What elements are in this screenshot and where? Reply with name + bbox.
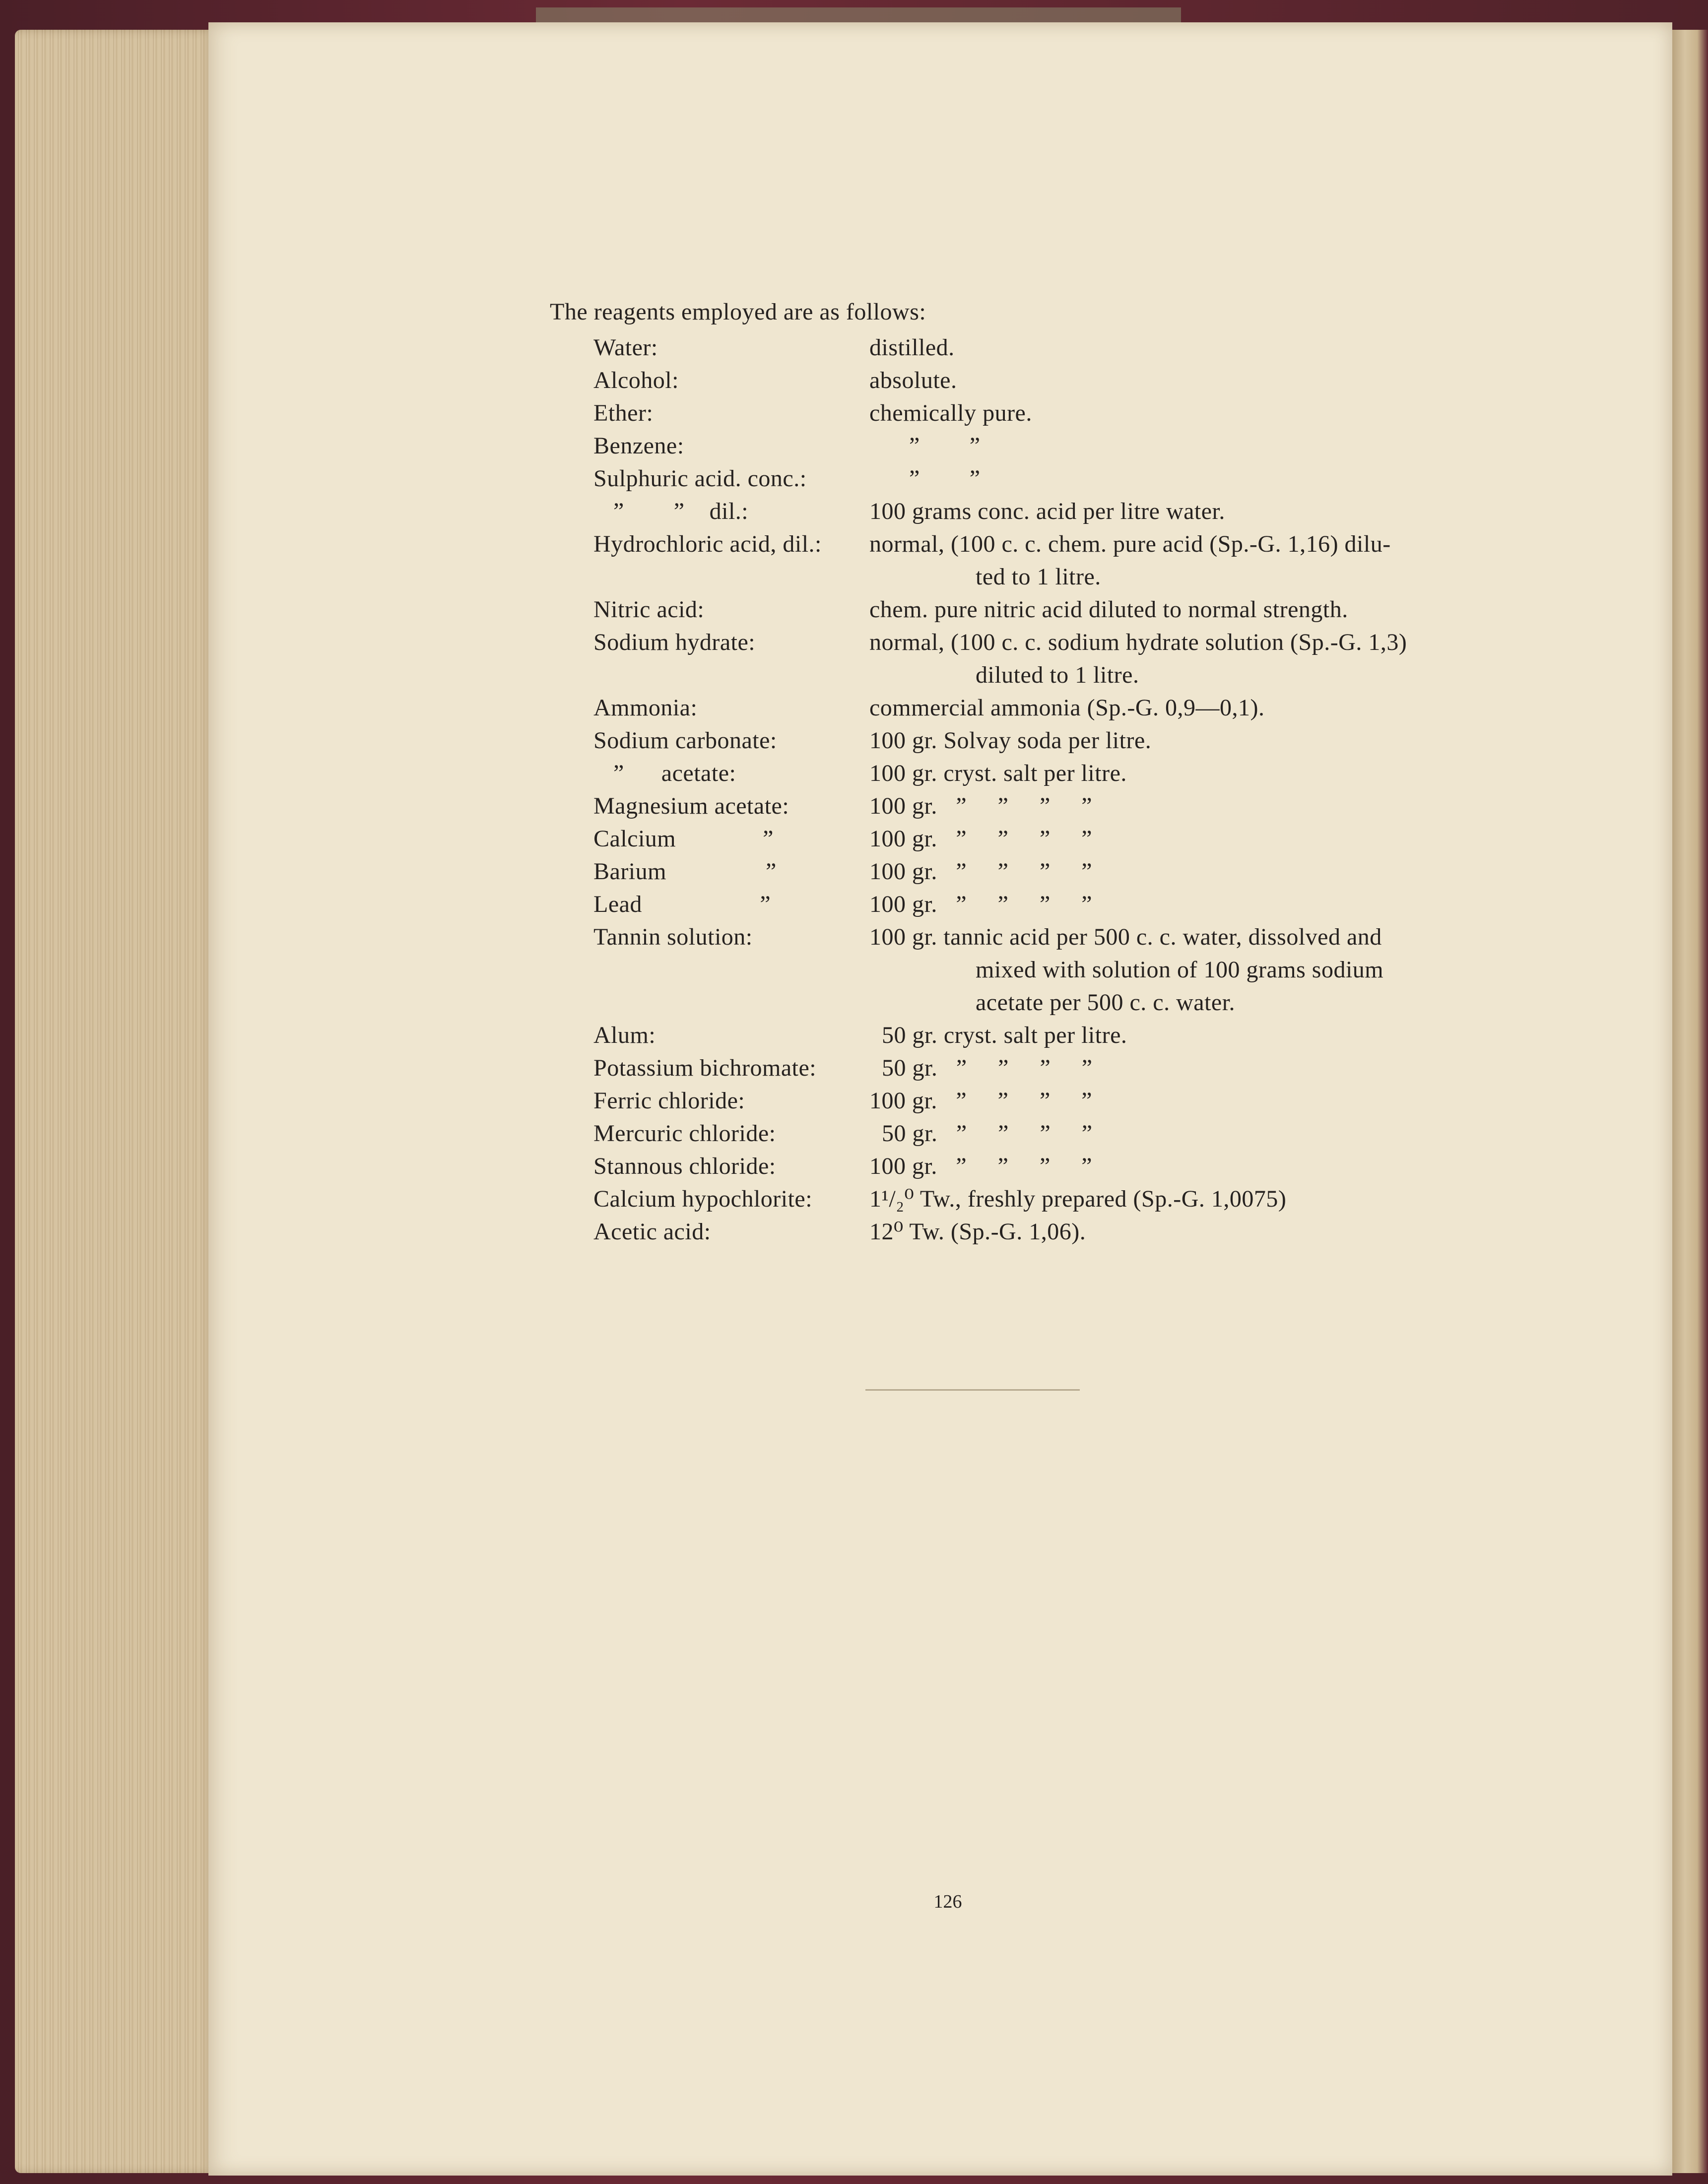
reagent-row bbox=[593, 757, 1502, 790]
reagent-value: commercial ammonia (Sp.-G. 0,9—0,1). bbox=[869, 695, 1265, 721]
reagent-label: ” ” dil.: bbox=[613, 498, 749, 524]
intro-text: The reagents employed are as follows: bbox=[550, 299, 926, 325]
reagent-row bbox=[593, 1085, 1502, 1117]
reagent-label: Water: bbox=[593, 334, 658, 361]
reagent-value: 100 gr. ” ” ” ” bbox=[869, 826, 1093, 852]
reagent-row bbox=[593, 495, 1502, 528]
reagent-value: 100 gr. ” ” ” ” bbox=[869, 793, 1093, 819]
reagent-value: 1¹/₂⁰ Tw., freshly prepared (Sp.-G. 1,0075) bbox=[869, 1186, 1287, 1212]
reagent-value-block bbox=[869, 528, 1502, 593]
reagent-label: Sulphuric acid. conc.: bbox=[593, 465, 807, 492]
reagent-value: 100 gr. cryst. salt per litre. bbox=[869, 760, 1127, 786]
reagent-value: 50 gr. ” ” ” ” bbox=[869, 1120, 1093, 1147]
reagent-row bbox=[593, 397, 1502, 430]
reagent-value: normal, (100 c. c. sodium hydrate solution (Sp.-G. 1,3) bbox=[869, 629, 1407, 655]
reagent-label: Sodium carbonate: bbox=[593, 727, 777, 754]
reagent-row bbox=[593, 1117, 1502, 1150]
reagent-row bbox=[593, 790, 1502, 823]
reagent-value-block bbox=[869, 921, 1502, 1019]
page-stack-edge bbox=[15, 30, 213, 2173]
reagent-row bbox=[593, 462, 1502, 495]
reagent-value: 100 gr. ” ” ” ” bbox=[869, 1088, 1093, 1114]
reagent-row bbox=[593, 1150, 1502, 1183]
reagent-value-continued: diluted to 1 litre. bbox=[976, 662, 1139, 688]
reagent-value: 50 gr. ” ” ” ” bbox=[869, 1055, 1093, 1081]
reagent-value: 100 grams conc. acid per litre water. bbox=[869, 498, 1225, 524]
reagent-row bbox=[593, 823, 1502, 855]
reagent-value-continued: acetate per 500 c. c. water. bbox=[976, 989, 1236, 1016]
reagent-row bbox=[593, 888, 1502, 921]
reagent-label: Hydrochloric acid, dil.: bbox=[593, 531, 822, 557]
reagent-row bbox=[593, 724, 1502, 757]
reagent-label: Sodium hydrate: bbox=[593, 629, 756, 655]
reagent-row bbox=[593, 1183, 1502, 1216]
reagent-label: Alum: bbox=[593, 1022, 656, 1048]
reagent-label: Benzene: bbox=[593, 433, 684, 459]
reagent-row bbox=[593, 528, 1502, 593]
reagent-label: Tannin solution: bbox=[593, 924, 753, 950]
reagent-row bbox=[593, 1216, 1502, 1248]
reagent-value: 100 gr. Solvay soda per litre. bbox=[869, 727, 1152, 754]
reagent-value: absolute. bbox=[869, 367, 957, 393]
reagent-label: ” acetate: bbox=[613, 760, 736, 786]
section-divider bbox=[865, 1389, 1080, 1391]
reagent-label: Nitric acid: bbox=[593, 596, 705, 623]
reagent-value: 50 gr. cryst. salt per litre. bbox=[869, 1022, 1127, 1048]
reagent-row bbox=[593, 593, 1502, 626]
reagent-row bbox=[593, 1052, 1502, 1085]
reagent-row bbox=[593, 364, 1502, 397]
reagent-value: chemically pure. bbox=[869, 400, 1032, 426]
reagent-value: 100 gr. ” ” ” ” bbox=[869, 891, 1093, 917]
reagent-value: chem. pure nitric acid diluted to normal strength. bbox=[869, 596, 1348, 623]
reagent-label: Ammonia: bbox=[593, 695, 698, 721]
reagent-row bbox=[593, 1019, 1502, 1052]
reagent-value: ” ” bbox=[909, 465, 981, 492]
reagent-label: Mercuric chloride: bbox=[593, 1120, 776, 1147]
facing-page-edge bbox=[1672, 30, 1708, 2173]
reagent-label: Ether: bbox=[593, 400, 654, 426]
reagent-value: ” ” bbox=[909, 433, 981, 459]
reagent-label: Alcohol: bbox=[593, 367, 679, 393]
reagent-value: normal, (100 c. c. chem. pure acid (Sp.-G. 1,16) dilu- bbox=[869, 531, 1391, 557]
reagent-label: Barium ” bbox=[593, 858, 777, 885]
reagent-label: Stannous chloride: bbox=[593, 1153, 776, 1179]
reagent-value: distilled. bbox=[869, 334, 955, 361]
reagent-row bbox=[593, 692, 1502, 724]
reagent-list bbox=[593, 331, 1502, 1248]
reagent-row bbox=[593, 331, 1502, 364]
page-number: 126 bbox=[933, 1891, 962, 1912]
reagent-row bbox=[593, 921, 1502, 1019]
reagent-value-continued: mixed with solution of 100 grams sodium bbox=[976, 957, 1384, 983]
reagent-label: Ferric chloride: bbox=[593, 1088, 745, 1114]
reagent-value: 100 gr. ” ” ” ” bbox=[869, 1153, 1093, 1179]
reagent-row bbox=[593, 430, 1502, 462]
reagent-label: Magnesium acetate: bbox=[593, 793, 789, 819]
reagent-row bbox=[593, 855, 1502, 888]
reagent-row bbox=[593, 626, 1502, 692]
reagent-label: Lead ” bbox=[593, 891, 771, 917]
reagent-value: 12⁰ Tw. (Sp.-G. 1,06). bbox=[869, 1219, 1086, 1245]
reagent-value-block bbox=[869, 626, 1502, 692]
reagent-value: 100 gr. tannic acid per 500 c. c. water, dissolved and bbox=[869, 924, 1382, 950]
reagent-value: 100 gr. ” ” ” ” bbox=[869, 858, 1093, 885]
reagent-label: Acetic acid: bbox=[593, 1219, 711, 1245]
reagent-value-continued: ted to 1 litre. bbox=[976, 564, 1101, 590]
reagent-label: Calcium ” bbox=[593, 826, 774, 852]
reagent-label: Potassium bichromate: bbox=[593, 1055, 817, 1081]
reagent-label: Calcium hypochlorite: bbox=[593, 1186, 813, 1212]
